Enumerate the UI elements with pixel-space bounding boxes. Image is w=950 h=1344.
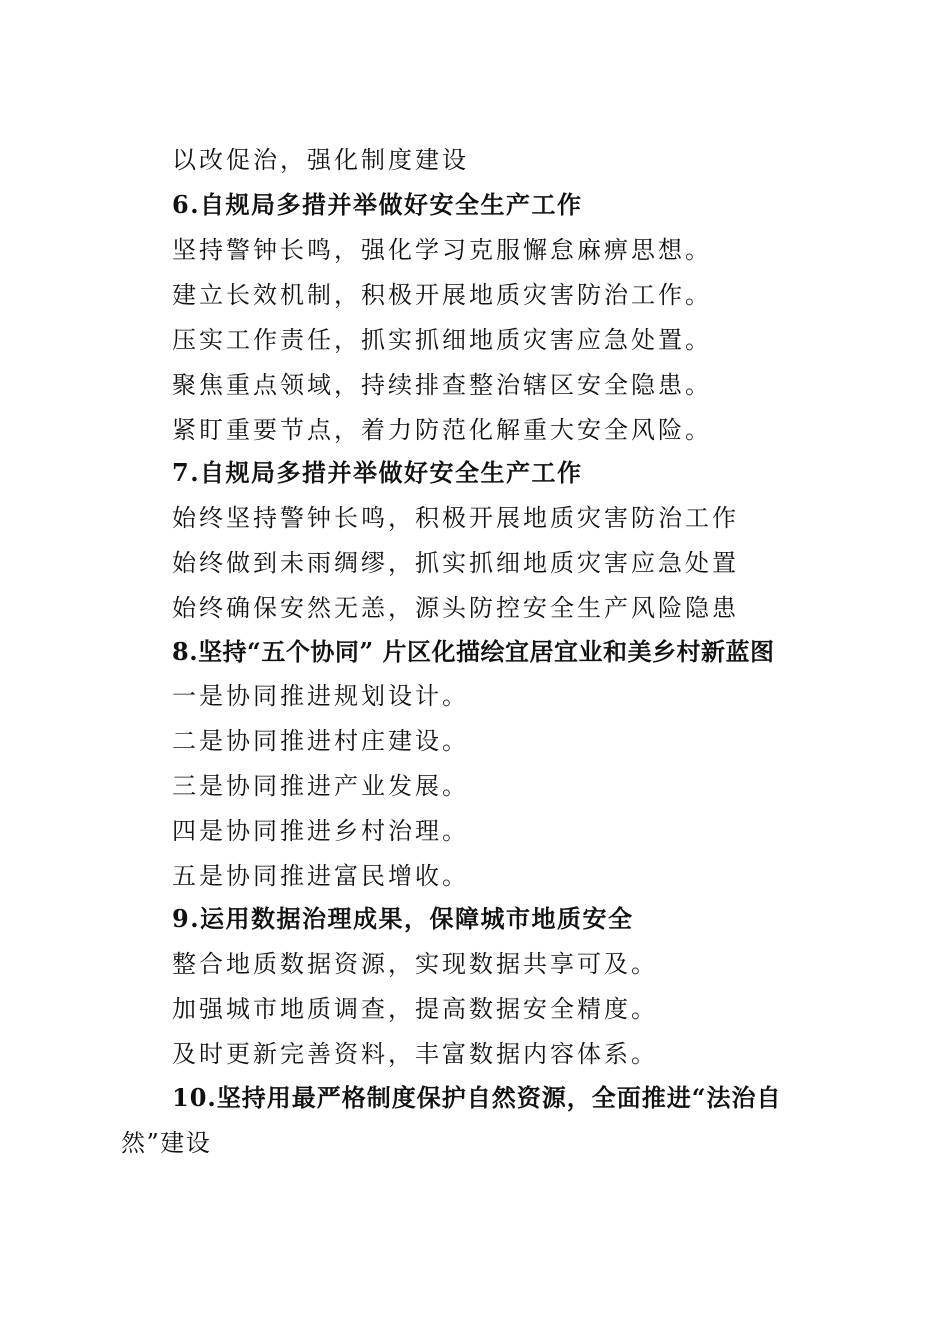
paragraph-line: 压实工作责任，抓实抓细地质灾害应急处置。 [172,326,712,354]
section-heading-10: 10.坚持用最严格制度保护自然资源，全面推进“法治自 [172,1083,782,1112]
section-heading-7: 7.自规局多措并举做好安全生产工作 [172,458,583,487]
paragraph-line: 五是协同推进富民增收。 [172,862,469,890]
paragraph-line: 加强城市地质调查，提高数据安全精度。 [172,995,658,1023]
paragraph-line: 一是协同推进规划设计。 [172,682,469,710]
paragraph-line: 聚焦重点领域，持续排查整治辖区安全隐患。 [172,371,712,399]
paragraph-line: 以改促治，强化制度建设 [172,146,469,174]
paragraph-line: 及时更新完善资料，丰富数据内容体系。 [172,1040,658,1068]
paragraph-line: 坚持警钟长鸣，强化学习克服懈怠麻痹思想。 [172,236,712,264]
section-heading-8: 8.坚持“五个协同” 片区化描绘宜居宜业和美乡村新蓝图 [172,637,775,666]
section-heading-9: 9.运用数据治理成果，保障城市地质安全 [172,904,634,933]
section-heading-6: 6.自规局多措并举做好安全生产工作 [172,190,583,219]
paragraph-line: 始终做到未雨绸缪，抓实抓细地质灾害应急处置 [172,549,739,577]
section-heading-10-continued: 然”建设 [121,1129,212,1157]
paragraph-line: 二是协同推进村庄建设。 [172,727,469,755]
paragraph-line: 紧盯重要节点，着力防范化解重大安全风险。 [172,416,712,444]
paragraph-line: 始终坚持警钟长鸣，积极开展地质灾害防治工作 [172,504,739,532]
paragraph-line: 建立长效机制，积极开展地质灾害防治工作。 [172,281,712,309]
paragraph-line: 始终确保安然无恙，源头防控安全生产风险隐患 [172,594,739,622]
paragraph-line: 整合地质数据资源，实现数据共享可及。 [172,950,658,978]
paragraph-line: 四是协同推进乡村治理。 [172,817,469,845]
paragraph-line: 三是协同推进产业发展。 [172,772,469,800]
